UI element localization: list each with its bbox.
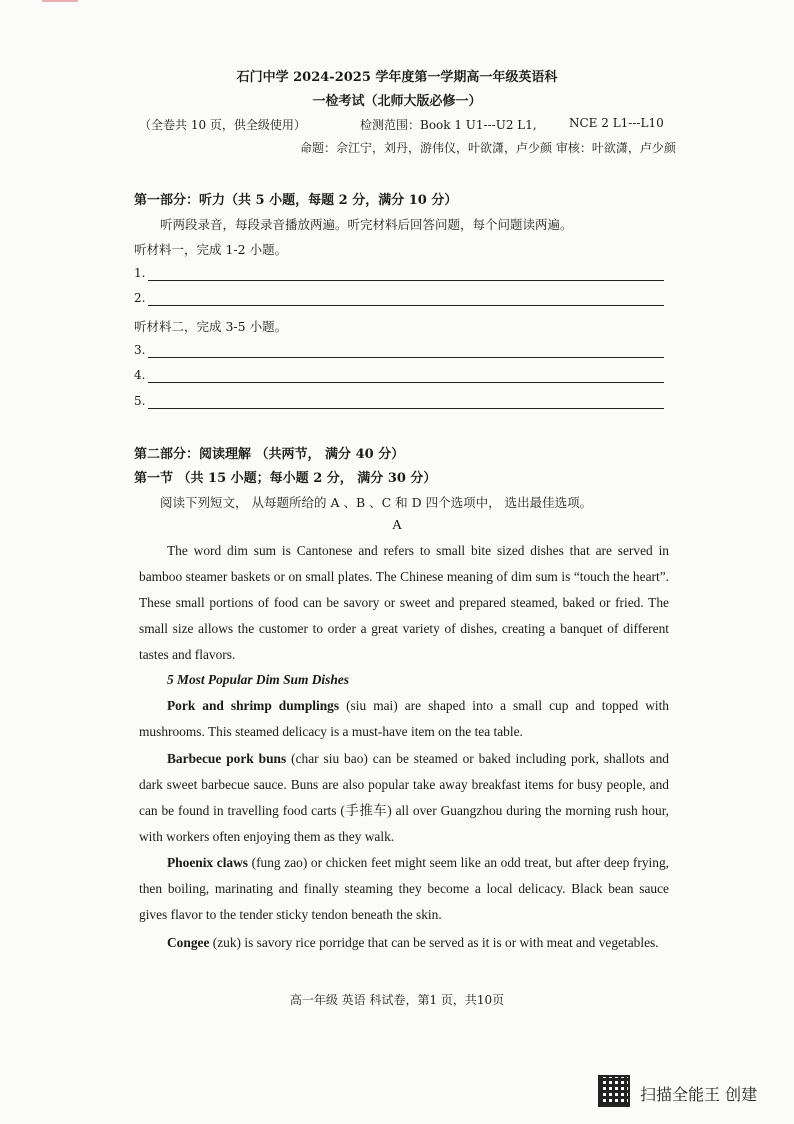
page-count-note: （全卷共 10 页，供全级使用） [139,118,306,132]
answer-number: 3. [134,343,146,357]
answer-number: 5. [134,394,146,408]
answer-line-2[interactable] [134,291,145,305]
passage-paragraph-1: The word dim sum is Cantonese and refers to small bite sized dishes that are served in bamboo steamer baskets or on small plates. The Chinese meaning of dim sum is “touch the heart”. These small portions of food can be savory or sweet and prepared steamed, baked or fried. The small size allows the customer to order a great variety of dishes, creating a banquet of different tastes and flavors. [139,543,669,662]
dish-name: Barbecue pork buns [167,751,287,766]
part2-heading: 第二部分：阅读理解 （共两节， 满分 40 分） [134,447,405,462]
listening-material-1: 听材料一，完成 1-2 小题。 [134,242,288,257]
dish-list-heading [139,667,669,693]
passage-label: A [391,518,403,533]
dish-paragraph-4 [139,930,669,956]
dish-description: (zuk) is savory rice porridge that can be served as it is or with meat and vegetables. [209,935,659,950]
dish-paragraph-3 [139,850,669,928]
scan-mark [42,0,78,2]
dish-paragraph-2 [139,746,669,850]
part1-heading: 第一部分：听力（共 5 小题，每题 2 分，满分 10 分） [134,193,458,208]
dish-paragraph-1 [139,693,669,745]
exam-subtitle: 一检考试（北师大版必修一） [312,94,482,109]
page-footer: 高一年级 英语 科试卷，第1 页，共10页 [289,993,505,1007]
dish-name: Pork and shrimp dumplings [167,698,340,713]
answer-number: 4. [134,368,146,382]
answer-line-5[interactable] [134,394,145,408]
answer-line-1[interactable] [134,266,145,280]
authors-line: 命题：佘江宁，刘丹，游伟仪，叶欲潇，卢少颜 审核：叶欲潇，卢少颜 [300,141,676,155]
dish-description: (char siu bao) can be steamed or baked including pork, shallots and dark sweet barbecue sauce. Buns are also popular take away breakfast items for busy people, and can be found in travelling food carts (手推车) all over Guangzhou during the morning rush hour, with workers often enjoying them as they walk. [139,751,669,844]
dish-name: Congee [167,935,210,950]
answer-line-3[interactable] [134,343,145,357]
part2-instruction: 阅读下列短文， 从每题所给的 A 、B 、C 和 D 四个选项中， 选出最佳选项。 [160,495,593,510]
dish-name: Phoenix claws [167,855,248,870]
scanner-watermark: 扫描全能王 创建 [640,1085,758,1104]
test-range: 检测范围：Book 1 U1---U2 L1, [360,118,537,132]
answer-line-4[interactable] [134,368,145,382]
listening-material-2: 听材料二，完成 3-5 小题。 [134,319,288,334]
section1-heading: 第一节 （共 15 小题；每小题 2 分， 满分 30 分） [134,471,437,486]
exam-title: 石门中学 2024-2025 学年度第一学期高一年级英语科 [236,70,558,85]
answer-number: 2. [134,291,146,305]
test-range-nce: NCE 2 L1---L10 [569,116,664,130]
part1-instruction: 听两段录音，每段录音播放两遍。听完材料后回答问题，每个问题读两遍。 [160,217,573,232]
dish-description: (siu mai) are shaped into a small cup and topped with mushrooms. This steamed delicacy is a must-have item on the tea table. [139,698,669,739]
dish-description: (fung zao) or chicken feet might seem like an odd treat, but after deep frying, then boiling, marinating and finally steaming they become a local delicacy. Black bean sauce gives flavor to the tender sticky tendon beneath the skin. [139,855,669,922]
answer-number: 1. [134,266,146,280]
qr-code-icon [598,1075,630,1107]
dish-list-title: 5 Most Popular Dim Sum Dishes [167,672,349,687]
